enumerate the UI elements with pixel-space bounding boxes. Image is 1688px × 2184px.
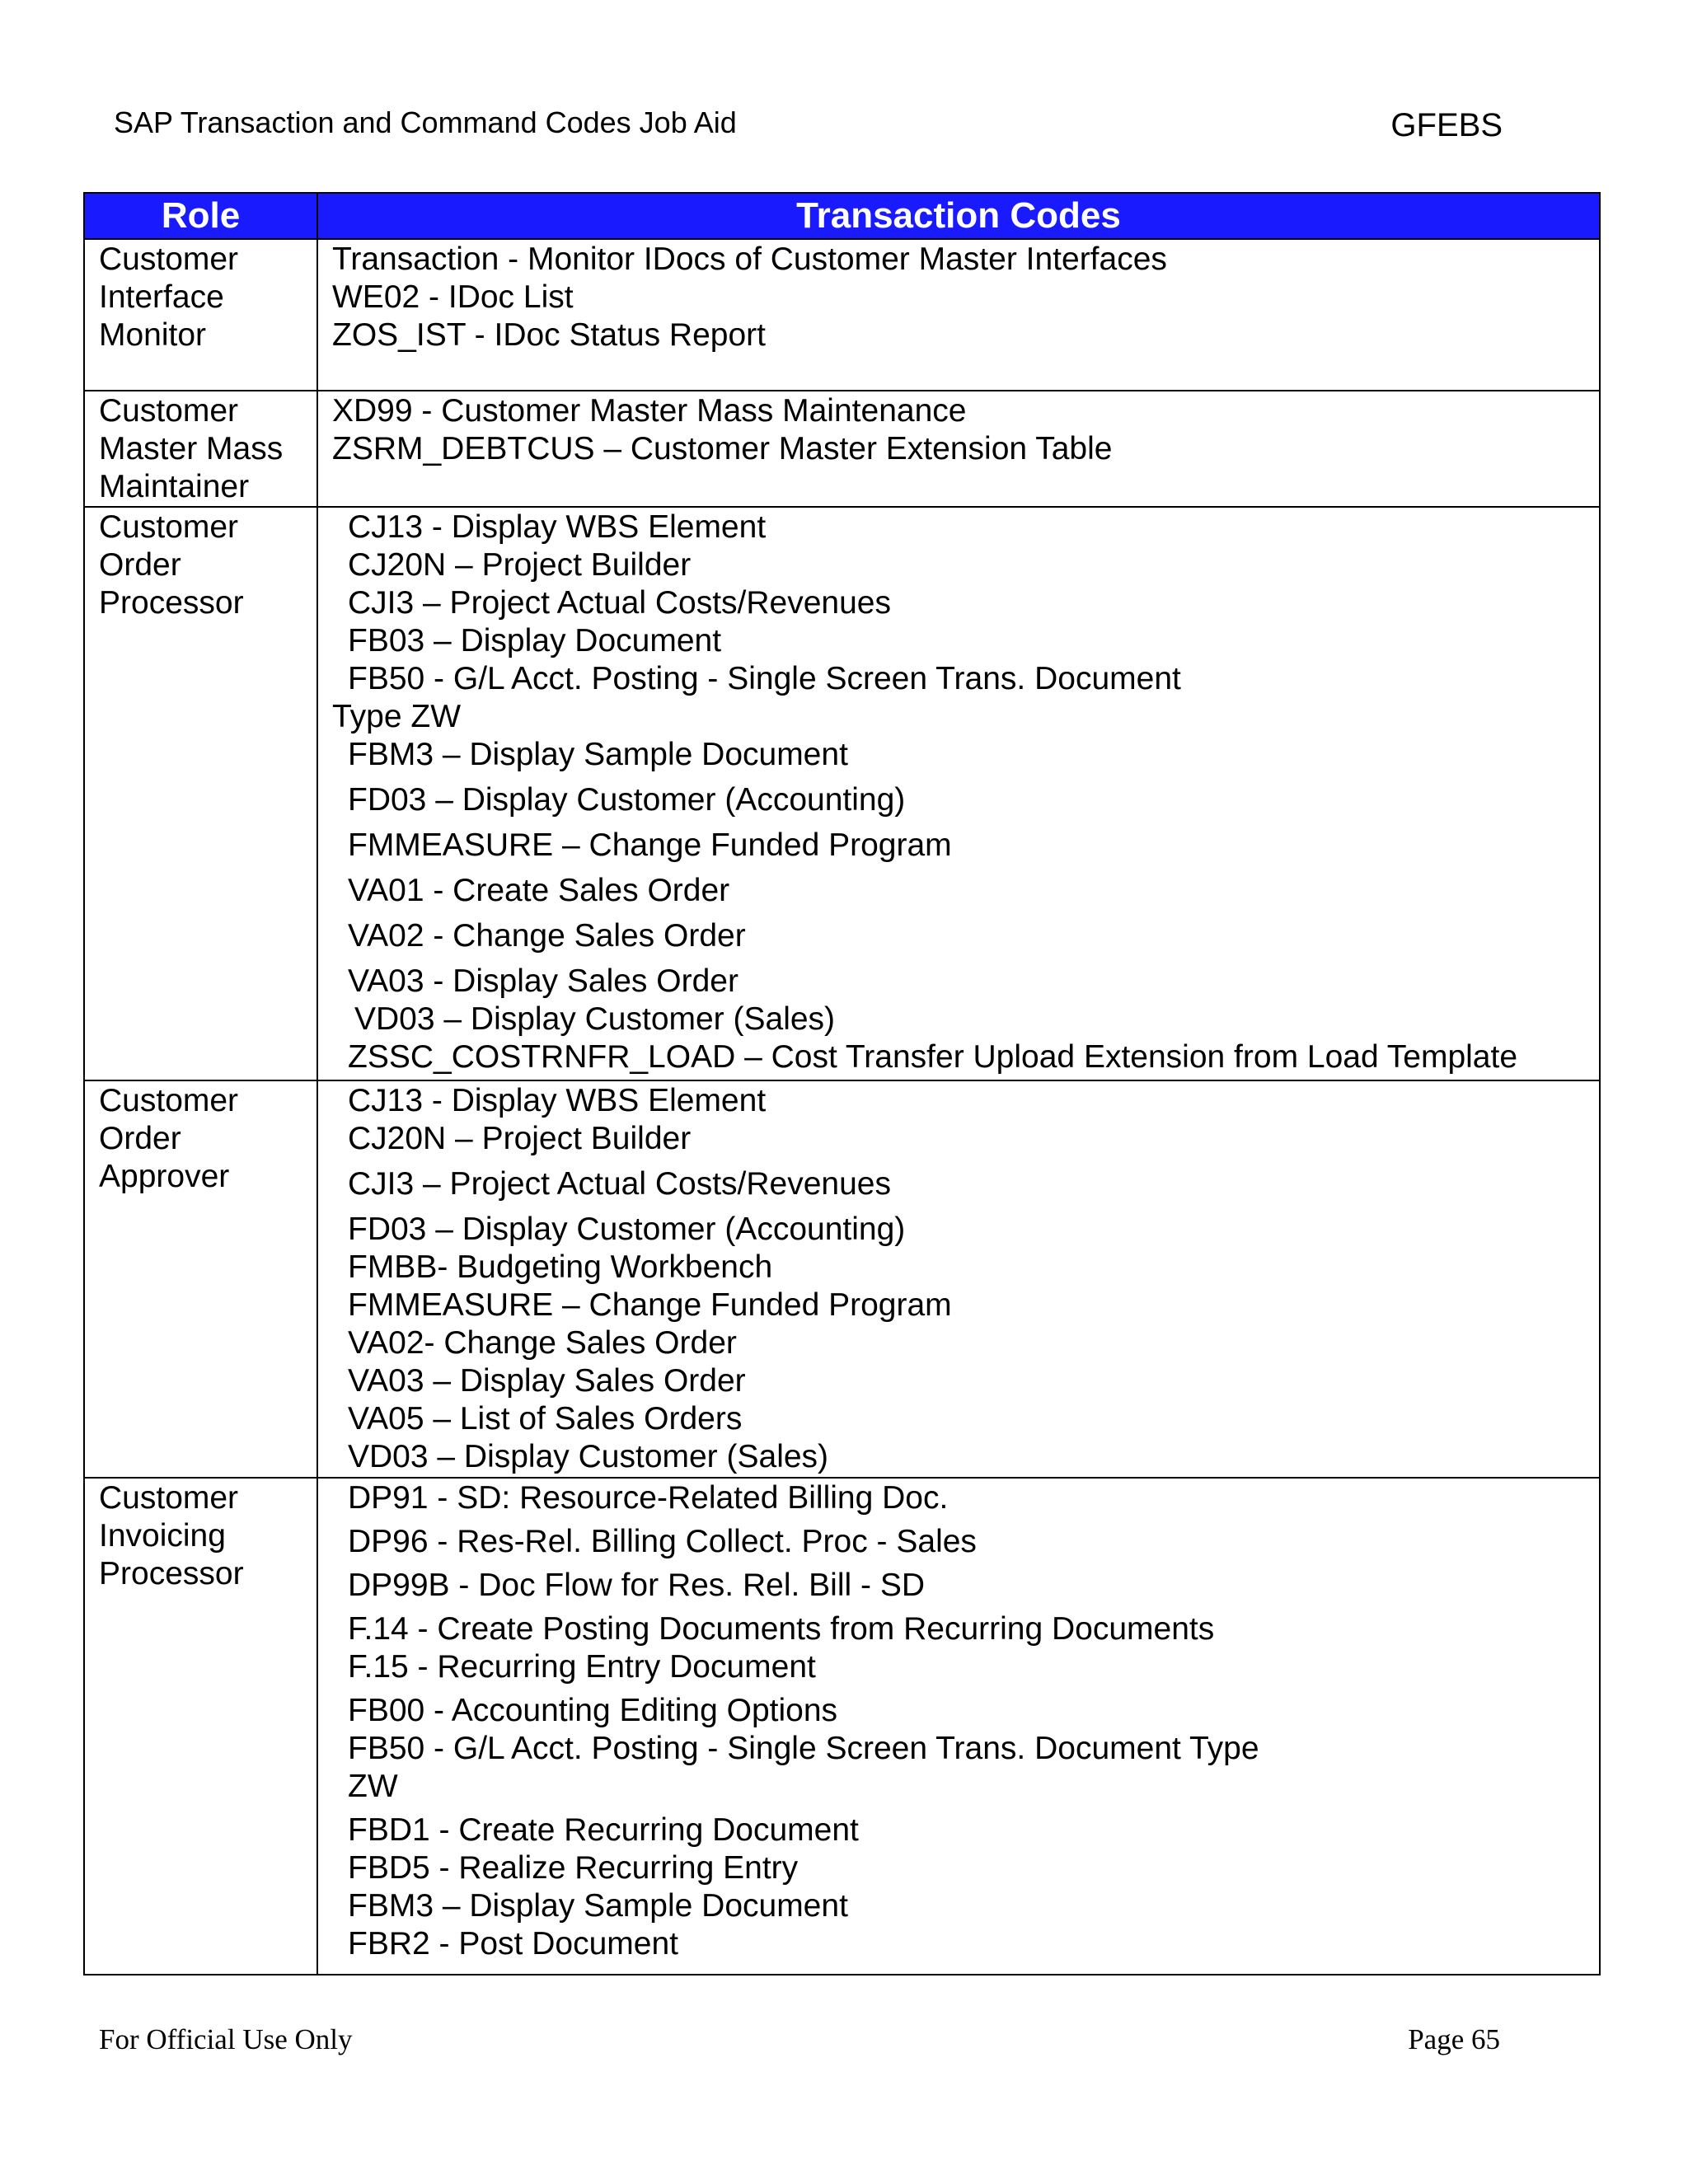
transaction-code-entry: ZSSC_COSTRNFR_LOAD – Cost Transfer Upload Extension from Load Template [348, 1039, 1518, 1075]
table-row [84, 1080, 1600, 1478]
transaction-code-entry: VA05 – List of Sales Orders [348, 1401, 743, 1436]
classification-footer: For Official Use Only [99, 2023, 353, 2055]
transaction-code-entry: CJ20N – Project Builder [348, 1121, 692, 1156]
transaction-code-entry: CJI3 – Project Actual Costs/Revenues [348, 585, 891, 621]
transaction-code-entry: FBM3 – Display Sample Document [348, 737, 848, 772]
transaction-code-entry: CJ13 - Display WBS Element [348, 1083, 767, 1118]
transaction-code-entry: FMMEASURE – Change Funded Program [348, 827, 952, 863]
role-cell [84, 507, 317, 1080]
codes-cell [317, 239, 1600, 391]
organization-label: GFEBS [1390, 107, 1503, 143]
transaction-code-entry: VA02- Change Sales Order [348, 1325, 737, 1361]
transaction-code-entry: CJ20N – Project Builder [348, 547, 692, 583]
transaction-code-entry: FD03 – Display Customer (Accounting) [348, 1212, 906, 1247]
page-number: Page 65 [1408, 2023, 1500, 2055]
transaction-code-entry: FMMEASURE – Change Funded Program [348, 1287, 952, 1323]
codes-cell [317, 507, 1600, 1080]
transaction-code-entry: CJ13 - Display WBS Element [348, 509, 767, 545]
role-column-header: Role [84, 193, 317, 239]
transaction-code-entry: ZOS_IST - IDoc Status Report [332, 317, 766, 353]
transaction-code-entry: FB00 - Accounting Editing Options [348, 1693, 838, 1728]
role-cell [84, 239, 317, 391]
table-row [84, 239, 1600, 391]
transaction-code-entry: VA02 - Change Sales Order [348, 918, 746, 954]
transaction-code-entry: FBR2 - Post Document [348, 1926, 678, 1961]
table-row [84, 507, 1600, 1080]
role-text: Customer [99, 393, 239, 429]
transaction-code-entry: FD03 – Display Customer (Accounting) [348, 782, 906, 818]
codes-cell [317, 1080, 1600, 1478]
role-cell [84, 1080, 317, 1478]
role-text: Approver [99, 1159, 230, 1194]
codes-cell [317, 1478, 1600, 1975]
role-text: Interface [99, 279, 224, 315]
transaction-code-entry: WE02 - IDoc List [332, 279, 574, 315]
transaction-code-entry: VA03 – Display Sales Order [348, 1363, 746, 1399]
transaction-code-entry: F.14 - Create Posting Documents from Recurring Documents [348, 1611, 1215, 1647]
role-text: Customer [99, 1083, 239, 1118]
transaction-code-entry: Transaction - Monitor IDocs of Customer Master Interfaces [332, 241, 1167, 277]
codes-cell [317, 391, 1600, 507]
role-cell [84, 1478, 317, 1975]
transaction-code-entry: FB50 - G/L Acct. Posting - Single Screen Trans. Document [348, 661, 1181, 696]
transaction-code-entry: FMBB- Budgeting Workbench [348, 1249, 773, 1285]
transaction-code-entry: FBD5 - Realize Recurring Entry [348, 1850, 799, 1886]
transaction-code-entry: ZW [348, 1769, 398, 1804]
transaction-code-entry: DP91 - SD: Resource-Related Billing Doc. [348, 1480, 949, 1516]
transaction-code-entry: F.15 - Recurring Entry Document [348, 1649, 816, 1685]
role-text: Processor [99, 585, 244, 621]
table-header-row [84, 193, 1600, 239]
transaction-code-entry: FB03 – Display Document [348, 623, 722, 658]
table-row [84, 1478, 1600, 1975]
transaction-code-entry: VD03 – Display Customer (Sales) [348, 1439, 829, 1474]
table-row [84, 391, 1600, 507]
transaction-codes-table [83, 192, 1601, 1975]
transaction-codes-column-header: Transaction Codes [317, 193, 1600, 239]
transaction-code-entry: VD03 – Display Customer (Sales) [354, 1001, 836, 1037]
transaction-code-entry: FB50 - G/L Acct. Posting - Single Screen Trans. Document Type [348, 1731, 1259, 1766]
role-text: Monitor [99, 317, 207, 353]
transaction-code-entry: FBM3 – Display Sample Document [348, 1888, 848, 1924]
transaction-code-entry: VA01 - Create Sales Order [348, 873, 730, 908]
role-text: Customer [99, 241, 239, 277]
transaction-code-entry: FBD1 - Create Recurring Document [348, 1812, 859, 1848]
role-text: Customer [99, 1480, 239, 1516]
role-text: Invoicing [99, 1518, 226, 1554]
role-text: Order [99, 1121, 181, 1156]
role-text: Order [99, 547, 181, 583]
transaction-code-entry: CJI3 – Project Actual Costs/Revenues [348, 1166, 891, 1202]
role-text: Master Mass [99, 431, 284, 466]
transaction-code-entry: Type ZW [332, 699, 462, 734]
role-text: Customer [99, 509, 239, 545]
document-title: SAP Transaction and Command Codes Job Aid [114, 105, 737, 139]
transaction-code-entry: VA03 - Display Sales Order [348, 963, 738, 999]
transaction-code-entry: ZSRM_DEBTCUS – Customer Master Extension Table [332, 431, 1113, 466]
role-cell [84, 391, 317, 507]
role-text: Maintainer [99, 469, 250, 504]
transaction-code-entry: DP99B - Doc Flow for Res. Rel. Bill - SD [348, 1568, 926, 1603]
transaction-code-entry: XD99 - Customer Master Mass Maintenance [332, 393, 967, 429]
role-text: Processor [99, 1556, 244, 1591]
transaction-code-entry: DP96 - Res-Rel. Billing Collect. Proc - Sales [348, 1524, 977, 1559]
